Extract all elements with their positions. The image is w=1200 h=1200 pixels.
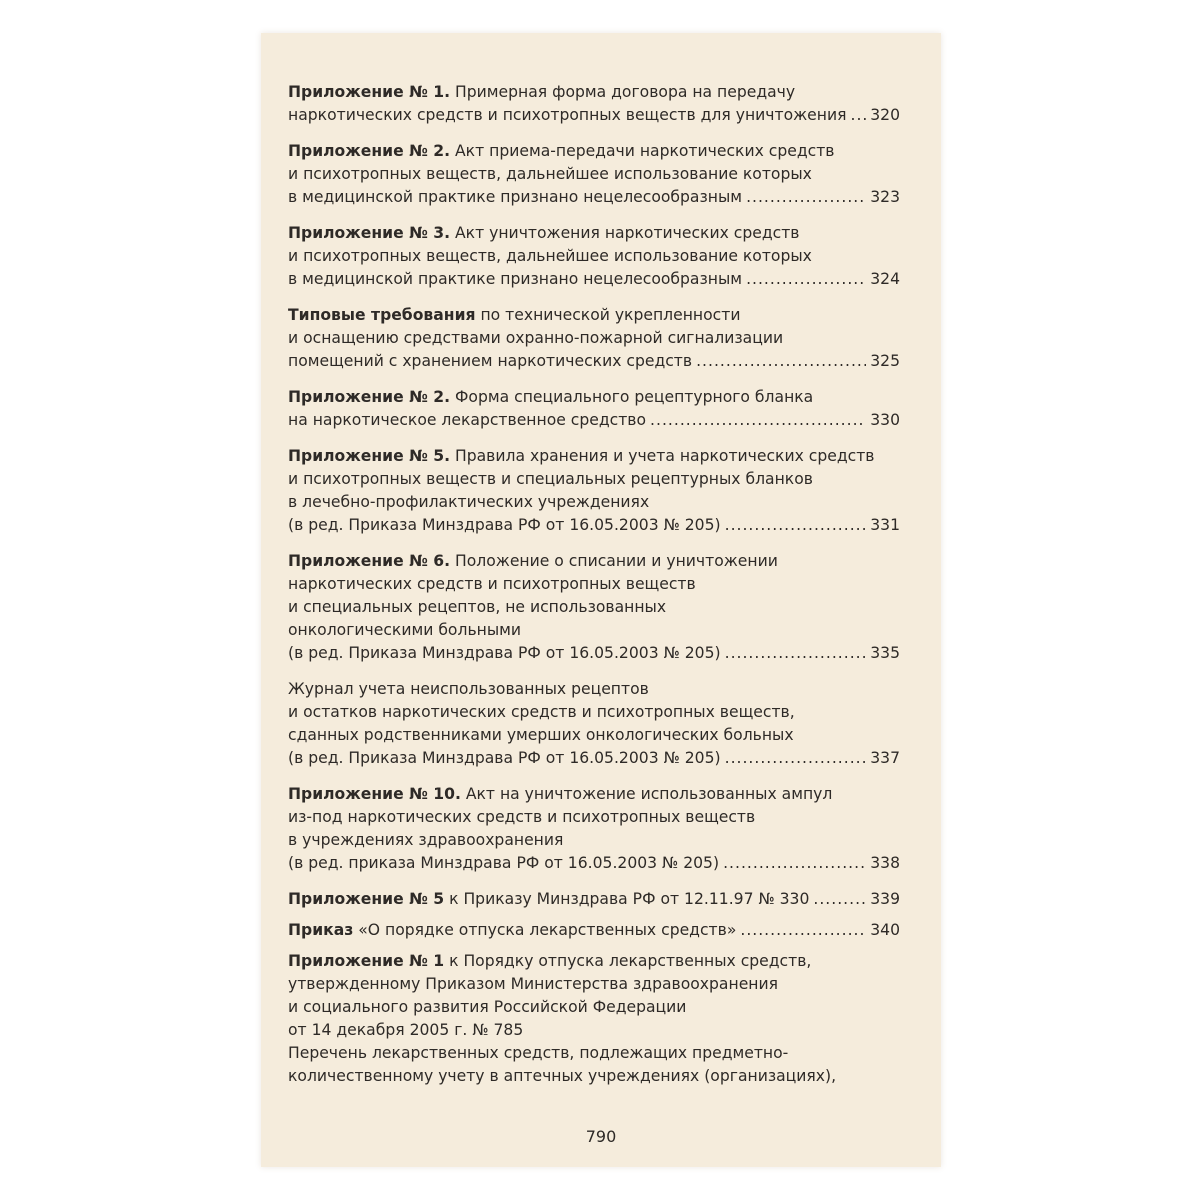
toc-entry-line: и социального развития Российской Федерации bbox=[288, 998, 687, 1016]
book-page bbox=[261, 33, 941, 1167]
toc-entry-title: по технической укрепленности bbox=[475, 306, 741, 324]
toc-page-number: 335 bbox=[870, 644, 900, 662]
toc-entry-first-text bbox=[288, 388, 813, 406]
toc-entry-lead: Приложение № 3. bbox=[288, 224, 451, 242]
toc-page-number: 330 bbox=[870, 411, 900, 429]
toc-entry-first-text bbox=[288, 785, 832, 803]
toc-entry-line: и психотропных веществ и специальных рецептурных бланков bbox=[288, 470, 813, 488]
toc-entry bbox=[288, 445, 900, 537]
dot-leader bbox=[725, 642, 867, 665]
toc-entry-line: от 14 декабря 2005 г. № 785 bbox=[288, 1021, 524, 1039]
toc-entry bbox=[288, 678, 900, 770]
table-of-contents bbox=[288, 81, 900, 1101]
toc-page-number: 339 bbox=[870, 890, 900, 908]
toc-entry-text: наркотических средств и психотропных веществ для уничтожения bbox=[288, 106, 847, 124]
toc-entry bbox=[288, 304, 900, 373]
toc-entry-title: Форма специального рецептурного бланка bbox=[450, 388, 814, 406]
toc-entry-lead: Приложение № 2. bbox=[288, 142, 451, 160]
toc-page-number: 340 bbox=[870, 921, 900, 939]
dot-leader bbox=[725, 514, 867, 537]
toc-entry-text: в медицинской практике признано нецелесообразным bbox=[288, 188, 743, 206]
dot-leader bbox=[650, 409, 866, 432]
toc-entry-last-line bbox=[288, 350, 900, 373]
dot-leader bbox=[746, 268, 866, 291]
toc-entry-lead: Приложение № 5 bbox=[288, 890, 445, 908]
toc-entry-line: онкологическими больными bbox=[288, 621, 522, 639]
toc-entry-first-line bbox=[288, 678, 900, 701]
toc-entry-first-line bbox=[288, 950, 900, 973]
toc-entry-line: и психотропных веществ, дальнейшее использование которых bbox=[288, 247, 812, 265]
toc-entry-text: помещений с хранением наркотических средств bbox=[288, 352, 693, 370]
toc-entry-line: Перечень лекарственных средств, подлежащих предметно- bbox=[288, 1044, 789, 1062]
toc-entry bbox=[288, 550, 900, 665]
toc-entry-text: (в ред. приказа Минздрава РФ от 16.05.2003 № 205) bbox=[288, 854, 720, 872]
toc-entry bbox=[288, 919, 900, 942]
toc-entry-first-line bbox=[288, 140, 900, 163]
toc-page-number: 324 bbox=[870, 270, 900, 288]
toc-entry-line: в учреждениях здравоохранения bbox=[288, 831, 564, 849]
toc-page-number: 337 bbox=[870, 749, 900, 767]
dot-leader bbox=[725, 747, 867, 770]
toc-entry-last-line bbox=[288, 514, 900, 537]
toc-entry-last-line bbox=[288, 852, 900, 875]
toc-entry-lead: Приложение № 2. bbox=[288, 388, 451, 406]
toc-entry-last-line bbox=[288, 268, 900, 291]
dot-leader bbox=[850, 104, 866, 127]
toc-entry bbox=[288, 222, 900, 291]
toc-entry bbox=[288, 783, 900, 875]
toc-page-number: 325 bbox=[870, 352, 900, 370]
toc-entry-first-text bbox=[288, 447, 875, 465]
toc-entry-line: и психотропных веществ, дальнейшее использование которых bbox=[288, 165, 812, 183]
toc-entry-first-line bbox=[288, 222, 900, 245]
toc-page-number: 323 bbox=[870, 188, 900, 206]
toc-entry-title: Журнал учета неиспользованных рецептов bbox=[288, 680, 649, 698]
toc-entry-title: Примерная форма договора на передачу bbox=[450, 83, 796, 101]
toc-page-number: 338 bbox=[870, 854, 900, 872]
page-number: 790 bbox=[585, 1127, 617, 1146]
toc-entry-first-text bbox=[288, 552, 778, 570]
toc-entry-lead: Приказ bbox=[288, 921, 354, 939]
toc-entry-title: Акт приема-передачи наркотических средств bbox=[450, 142, 835, 160]
toc-entry-lead: Приложение № 1. bbox=[288, 83, 451, 101]
toc-entry-title: «О порядке отпуска лекарственных средств» bbox=[353, 921, 737, 939]
dot-leader bbox=[696, 350, 866, 373]
toc-entry-first-text bbox=[288, 888, 809, 911]
toc-entry-text: (в ред. Приказа Минздрава РФ от 16.05.2003 № 205) bbox=[288, 749, 721, 767]
toc-entry-title: Акт уничтожения наркотических средств bbox=[450, 224, 800, 242]
toc-entry-title: к Приказу Минздрава РФ от 12.11.97 № 330 bbox=[444, 890, 810, 908]
toc-entry-first-line bbox=[288, 81, 900, 104]
toc-entry-line: в лечебно-профилактических учреждениях bbox=[288, 493, 650, 511]
toc-entry-first-line bbox=[288, 386, 900, 409]
toc-entry bbox=[288, 81, 900, 127]
toc-entry-line: и оснащению средствами охранно-пожарной сигнализации bbox=[288, 329, 784, 347]
toc-entry-title: Акт на уничтожение использованных ампул bbox=[460, 785, 833, 803]
toc-entry-line: сданных родственниками умерших онкологических больных bbox=[288, 726, 794, 744]
toc-entry-first-line bbox=[288, 550, 900, 573]
toc-entry-line: из-под наркотических средств и психотропных веществ bbox=[288, 808, 756, 826]
toc-entry-first-text bbox=[288, 919, 736, 942]
toc-entry-title: Положение о списании и уничтожении bbox=[450, 552, 778, 570]
toc-entry-lead: Приложение № 10. bbox=[288, 785, 461, 803]
toc-entry-title: к Порядку отпуска лекарственных средств, bbox=[444, 952, 812, 970]
toc-page-number: 320 bbox=[870, 106, 900, 124]
toc-entry-first-line bbox=[288, 888, 900, 911]
toc-entry-last-line bbox=[288, 409, 900, 432]
toc-entry bbox=[288, 888, 900, 911]
toc-entry-first-line bbox=[288, 304, 900, 327]
toc-entry-text: (в ред. Приказа Минздрава РФ от 16.05.2003 № 205) bbox=[288, 516, 721, 534]
toc-entry-first-text bbox=[288, 952, 811, 970]
toc-entry-last-line bbox=[288, 642, 900, 665]
dot-leader bbox=[740, 919, 866, 942]
toc-entry-lead: Типовые требования bbox=[288, 306, 476, 324]
toc-entry-line: и специальных рецептов, не использованных bbox=[288, 598, 667, 616]
toc-entry-first-line bbox=[288, 445, 900, 468]
toc-entry-lead: Приложение № 1 bbox=[288, 952, 445, 970]
toc-entry-last-line bbox=[288, 186, 900, 209]
toc-entry bbox=[288, 386, 900, 432]
toc-entry-first-line bbox=[288, 783, 900, 806]
toc-entry-first-text bbox=[288, 142, 834, 160]
toc-entry-text: (в ред. Приказа Минздрава РФ от 16.05.2003 № 205) bbox=[288, 644, 721, 662]
toc-entry-first-text bbox=[288, 306, 740, 324]
toc-entry-first-text bbox=[288, 83, 795, 101]
toc-page-number: 331 bbox=[870, 516, 900, 534]
toc-entry-line: количественному учету в аптечных учреждениях (организациях), bbox=[288, 1067, 837, 1085]
toc-entry-title: Правила хранения и учета наркотических средств bbox=[450, 447, 875, 465]
toc-entry bbox=[288, 950, 900, 1088]
toc-entry-first-text bbox=[288, 224, 799, 242]
toc-entry bbox=[288, 140, 900, 209]
toc-entry-last-line bbox=[288, 104, 900, 127]
toc-entry-text: на наркотическое лекарственное средство bbox=[288, 411, 647, 429]
toc-entry-first-text bbox=[288, 680, 649, 698]
dot-leader bbox=[746, 186, 866, 209]
dot-leader bbox=[813, 888, 866, 911]
toc-entry-line: наркотических средств и психотропных веществ bbox=[288, 575, 696, 593]
toc-entry-line: и остатков наркотических средств и психотропных веществ, bbox=[288, 703, 795, 721]
toc-entry-lead: Приложение № 5. bbox=[288, 447, 451, 465]
toc-entry-lead: Приложение № 6. bbox=[288, 552, 451, 570]
toc-entry-first-line bbox=[288, 919, 900, 942]
toc-entry-line: утвержденному Приказом Министерства здравоохранения bbox=[288, 975, 778, 993]
toc-entry-text: в медицинской практике признано нецелесообразным bbox=[288, 270, 743, 288]
dot-leader bbox=[723, 852, 866, 875]
toc-entry-last-line bbox=[288, 747, 900, 770]
